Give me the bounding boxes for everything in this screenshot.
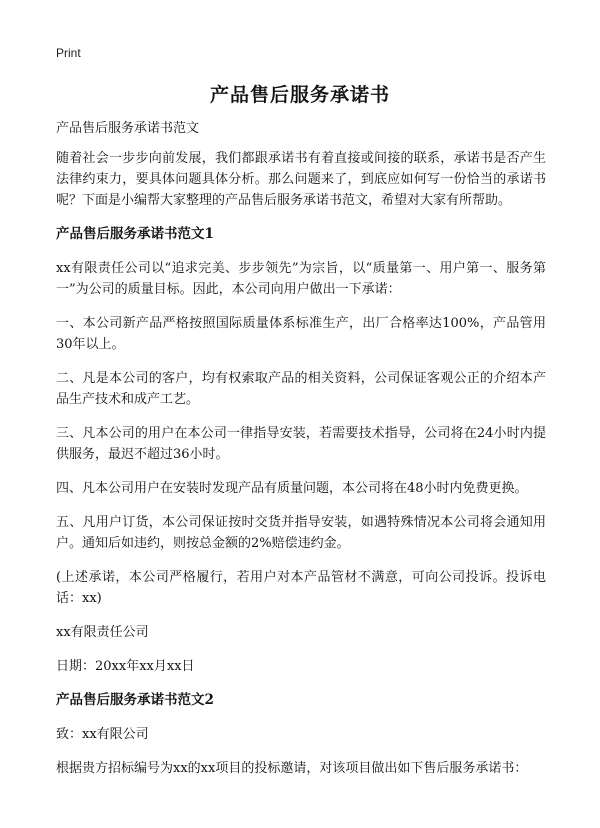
section1-paragraph: 四、凡本公司用户在安装时发现产品有质量问题，本公司将在48小时内免费更换。 — [56, 481, 528, 496]
intro-paragraph: 随着社会一步步向前发展，我们都跟承诺书有着直接或间接的联系，承诺书是否产生法律约束力，要具体问题具体分析。那么问题来了，到底应如何写一份恰当的承诺书呢？下面是小编帮大家整理的产品售后服务承诺书范文，希望对大家有所帮助。 — [56, 151, 546, 208]
section1-paragraph: 二、凡是本公司的客户，均有权索取产品的相关资料，公司保证客观公正的介绍本产品生产技术和成产工艺。 — [56, 371, 546, 407]
document-body — [56, 118, 546, 792]
signature-company: xx有限责任公司 — [56, 625, 149, 640]
section1-paragraph: 一、本公司新产品严格按照国际质量体系标准生产，出厂合格率达100%，产品管用30年以上。 — [56, 316, 546, 352]
section2-paragraph: 根据贵方招标编号为xx的xx项目的投标邀请，对该项目做出如下售后服务承诺书： — [56, 761, 528, 776]
section1-paragraph: (上述承诺，本公司严格履行，若用户对本产品管材不满意，可向公司投诉。投诉电话：xx) — [56, 570, 546, 606]
document-subtitle: 产品售后服务承诺书范文 — [56, 121, 200, 136]
signature-date: 日期：20xx年xx月xx日 — [56, 659, 195, 674]
print-link[interactable]: Print — [56, 46, 81, 60]
section1-paragraph: 五、凡用户订货，本公司保证按时交货并指导安装，如遇特殊情况本公司将会通知用户。通知后如违约，则按总金额的2%赔偿违约金。 — [56, 515, 546, 551]
section1-paragraph: xx有限责任公司以“追求完美、步步领先”为宗旨，以“质量第一、用户第一、服务第一”为公司的质量目标。因此，本公司向用户做出一下承诺： — [56, 261, 546, 297]
section-heading-1: 产品售后服务承诺书范文1 — [56, 226, 214, 242]
section1-paragraph: 三、凡本公司的用户在本公司一律指导安装，若需要技术指导，公司将在24小时内提供服务，最迟不超过36小时。 — [56, 426, 546, 462]
section2-paragraph: 致：xx有限公司 — [56, 727, 149, 742]
document-title: 产品售后服务承诺书 — [209, 84, 390, 106]
section-heading-2: 产品售后服务承诺书范文2 — [56, 692, 214, 708]
